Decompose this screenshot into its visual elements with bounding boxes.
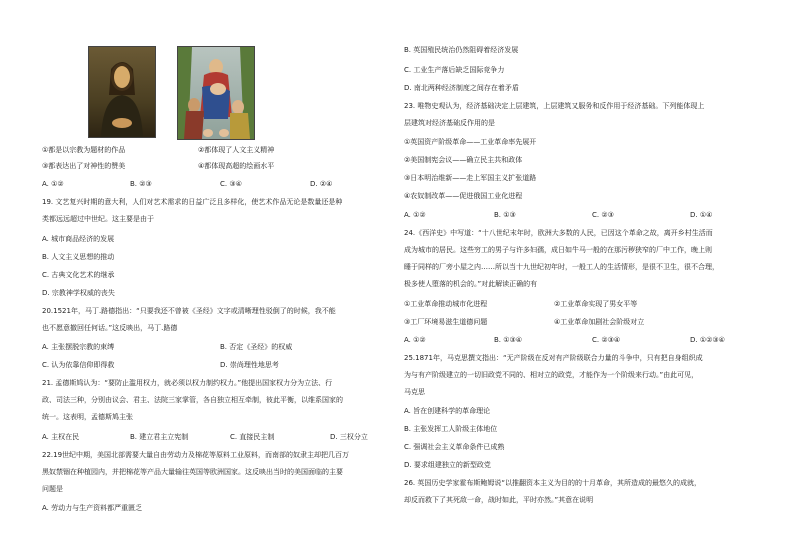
q18-statement-1: ①都是以宗教为题材的作品: [42, 146, 126, 154]
q24-option-c[interactable]: C. ②③④: [592, 336, 621, 344]
q18-statement-4: ④都体现高超的绘画水平: [198, 162, 275, 170]
q25-option-c[interactable]: C. 强调社会主义革命条件已成熟: [404, 443, 505, 451]
sistine-madonna-figures-image: [178, 47, 254, 139]
q25-option-d[interactable]: D. 要求组建独立的新型政党: [404, 461, 491, 469]
q22-option-a[interactable]: A. 劳动力与生产资料都严重匮乏: [42, 504, 143, 512]
mona-lisa-figure-image: [89, 47, 155, 137]
q20-stem-line-2: 也不愿意撤回任何话。”这反映出，马丁.路德: [42, 324, 178, 332]
q24-statement-1: ①工业革命推动城市化进程: [404, 300, 488, 308]
q19-stem-line-2: 类都远远超过中世纪。这主要是由于: [42, 215, 154, 223]
q21-stem-line-3: 统一。这表明，孟德斯鸠主张: [42, 413, 133, 421]
q24-statement-2: ②工业革命实现了男女平等: [554, 300, 638, 308]
q21-option-b[interactable]: B. 建立君主立宪制: [130, 433, 189, 441]
q23-stem-line-1: 23. 唯物史观认为，经济基础决定上层建筑，上层建筑又服务和反作用于经济基础。下列能体现上: [404, 102, 705, 110]
mona-lisa-painting: [88, 46, 156, 138]
q21-stem-line-2: 政、司法三种，分别由议会、君主、法院三家掌管，各自独立相互牵制，彼此平衡，以维系国家的: [42, 396, 343, 404]
q21-option-d[interactable]: D. 三权分立: [330, 433, 368, 441]
q19-option-a[interactable]: A. 城市商品经济的发展: [42, 235, 115, 243]
q20-stem-line-1: 20.1521年，马丁.路德指出：“只要我还不曾被《圣经》文字或清晰理性驳倒了的时候，我不能: [42, 307, 336, 315]
q18-option-c[interactable]: C. ③④: [220, 180, 242, 188]
q18-option-a[interactable]: A. ①②: [42, 180, 64, 188]
q23-option-c[interactable]: C. ②③: [592, 211, 614, 219]
q18-statement-2: ②都体现了人文主义精神: [198, 146, 275, 154]
q22-stem-line-3: 问题是: [42, 485, 63, 493]
q21-stem-line-1: 21. 孟德斯鸠认为：“要防止滥用权力，就必须以权力制约权力。”他提出国家权力分为立法、行: [42, 379, 333, 387]
q23-option-d[interactable]: D. ①④: [690, 211, 713, 219]
q24-stem-line-4: 极多使人堕落的机会的。”对此解读正确的有: [404, 280, 538, 288]
q18-statement-3: ③都表达出了对神性的赞美: [42, 162, 126, 170]
q20-option-a[interactable]: A. 主张摆脱宗教的束缚: [42, 343, 115, 351]
q22-option-c[interactable]: C. 工业生产落后缺乏国际竞争力: [404, 66, 505, 74]
q25-stem-line-2: 为与有产阶级建立的一切旧政党不同的、相对立的政党，才能作为一个阶级来行动。”由此可见，: [404, 371, 699, 379]
q22-option-b[interactable]: B. 英国殖民统治仍然阻碍着经济发展: [404, 46, 519, 54]
q26-stem-line-2: 却反而救下了其死敌一命，战时如此，平时亦然。”其意在说明: [404, 496, 594, 504]
q25-stem-line-3: 马克思: [404, 388, 425, 396]
q19-stem-line-1: 19. 文艺复兴时期的意大利，人们对艺术需求的日益广泛且多样化，使艺术作品无论是数量还是种: [42, 198, 343, 206]
q19-option-d[interactable]: D. 宗教神学权威的丧失: [42, 289, 115, 297]
q18-option-b[interactable]: B. ②③: [130, 180, 152, 188]
q22-stem-line-1: 22.19世纪中期，美国北部需要大量自由劳动力及棉花等原料工业原料，而南部的奴隶主却把几百万: [42, 451, 350, 459]
q20-option-b[interactable]: B. 否定《圣经》的权威: [220, 343, 293, 351]
q23-statement-1: ①英国资产阶级革命——工业革命率先展开: [404, 138, 537, 146]
q24-stem-line-1: 24.《西洋史》中写道：“十八世纪末年时，欧洲大多数的人民，已因这个革命之故，离开乡村生活而: [404, 229, 713, 237]
q21-option-a[interactable]: A. 主权在民: [42, 433, 80, 441]
q20-option-d[interactable]: D. 崇尚理性地思考: [220, 361, 279, 369]
q24-statement-4: ④工业革命加剧社会阶级对立: [554, 318, 645, 326]
q24-option-b[interactable]: B. ①③④: [494, 336, 523, 344]
q24-stem-line-2: 成为城市的居民。这些穷工的男子与许多妇孺，成日如牛马一般的在那污秽狭窄的厂中工作，晚上则: [404, 246, 712, 254]
q23-statement-3: ③日本明治维新——走上军国主义扩张道路: [404, 174, 537, 182]
q23-stem-line-2: 层建筑对经济基础反作用的是: [404, 119, 495, 127]
q19-option-c[interactable]: C. 古典文化艺术的继承: [42, 271, 115, 279]
q23-statement-2: ②美国制宪会议——确立民主共和政体: [404, 156, 523, 164]
q24-option-d[interactable]: D. ①②③④: [690, 336, 725, 344]
q22-option-d[interactable]: D. 南北两种经济制度之间存在着矛盾: [404, 84, 519, 92]
q18-option-d[interactable]: D. ②④: [310, 180, 333, 188]
q25-option-a[interactable]: A. 旨在创建科学的革命理论: [404, 407, 491, 415]
q26-stem-line-1: 26. 英国历史学家霍布斯鲍姆说“以推翻资本主义为目的的十月革命，其所造成的最悠久的成就，: [404, 479, 701, 487]
q23-option-b[interactable]: B. ①③: [494, 211, 516, 219]
q25-stem-line-1: 25.1871年，马克思撰文指出：“无产阶级在反对有产阶级联合力量的斗争中，只有把自身组织成: [404, 354, 703, 362]
q21-option-c[interactable]: C. 直接民主制: [230, 433, 275, 441]
q25-option-b[interactable]: B. 主张发挥工人阶级主体地位: [404, 425, 498, 433]
q24-option-a[interactable]: A. ①②: [404, 336, 426, 344]
q19-option-b[interactable]: B. 人文主义思想的推动: [42, 253, 115, 261]
q23-option-a[interactable]: A. ①②: [404, 211, 426, 219]
q24-statement-3: ③工厂环境易滋生道德问题: [404, 318, 488, 326]
q20-option-c[interactable]: C. 认为依靠信仰即得救: [42, 361, 115, 369]
sistine-madonna-painting: [177, 46, 255, 140]
q24-stem-line-3: 睡于同样的厂旁小屋之内……所以当十九世纪初年时，一般工人的生活情形，是很不卫生，很不合理，: [404, 263, 719, 271]
q22-stem-line-2: 黑奴禁锢在种植园内，并把棉花等产品大量输往英国等欧洲国家。这反映出当时的美国面临的主要: [42, 468, 343, 476]
q23-statement-4: ④农奴制改革——促进俄国工业化进程: [404, 192, 523, 200]
